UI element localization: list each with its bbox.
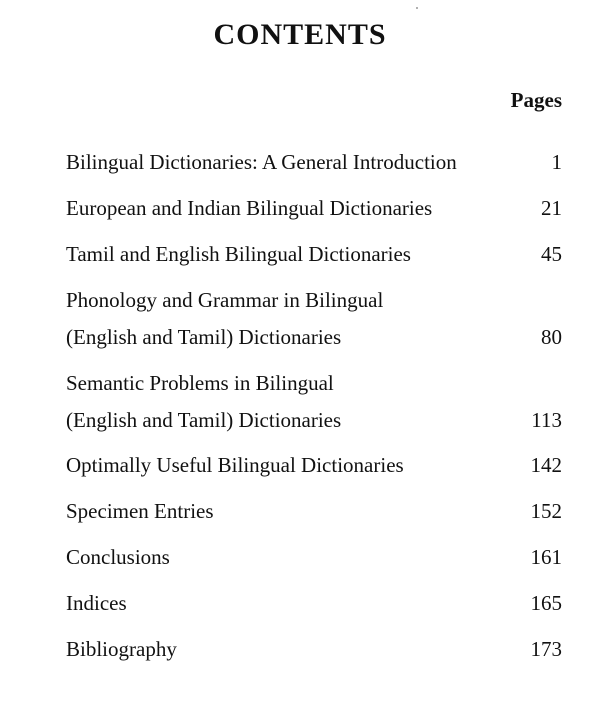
toc-entry-title	[66, 190, 562, 227]
toc-entry-3[interactable]	[66, 236, 562, 273]
toc-entry-2[interactable]	[66, 190, 562, 227]
toc-entry-line: (English and Tamil) Dictionaries	[66, 325, 342, 349]
toc-entry-title	[66, 447, 562, 484]
toc-entry-page: 80	[541, 325, 562, 349]
toc-entry-line: Bilingual Dictionaries: A General Introduction	[66, 150, 457, 174]
pages-column-heading: Pages	[510, 88, 562, 112]
toc-entry-title	[66, 585, 562, 622]
toc-entry-9[interactable]	[66, 585, 562, 622]
toc-entry-page: 161	[530, 545, 562, 569]
toc-entry-page: 21	[541, 196, 562, 220]
toc-entry-title	[66, 539, 562, 576]
table-of-contents	[66, 0, 562, 709]
toc-entry-line: Conclusions	[66, 545, 170, 569]
toc-entry-8[interactable]	[66, 539, 562, 576]
toc-entry-title	[66, 493, 562, 530]
toc-entry-line: Bibliography	[66, 637, 177, 661]
toc-entry-title	[66, 631, 562, 668]
toc-entry-title	[66, 236, 562, 273]
toc-entry-line: Specimen Entries	[66, 499, 214, 523]
toc-entry-1[interactable]	[66, 144, 562, 181]
toc-entry-page: 152	[530, 499, 562, 523]
toc-entry-line: Optimally Useful Bilingual Dictionaries	[66, 453, 404, 477]
toc-entry-line: Semantic Problems in Bilingual	[66, 371, 334, 395]
toc-entry-7[interactable]	[66, 493, 562, 530]
toc-entry-line: (English and Tamil) Dictionaries	[66, 408, 342, 432]
toc-entry-page: 45	[541, 242, 562, 266]
toc-entry-10[interactable]	[66, 631, 562, 668]
toc-entry-title	[66, 365, 562, 439]
toc-entry-title	[66, 144, 562, 181]
toc-entry-page: 113	[531, 408, 562, 432]
toc-entry-6[interactable]	[66, 447, 562, 484]
toc-entry-page: 142	[530, 453, 562, 477]
toc-entry-line: Phonology and Grammar in Bilingual	[66, 288, 384, 312]
toc-entry-line: Indices	[66, 591, 127, 615]
page-title: CONTENTS	[213, 18, 387, 51]
toc-entry-page: 165	[530, 591, 562, 615]
toc-entry-title	[66, 282, 562, 356]
toc-entry-page: 173	[530, 637, 562, 661]
toc-entry-page: 1	[551, 150, 562, 174]
toc-entry-line: European and Indian Bilingual Dictionaries	[66, 196, 433, 220]
toc-entry-4[interactable]	[66, 282, 562, 356]
toc-entry-5[interactable]	[66, 365, 562, 439]
toc-entry-line: Tamil and English Bilingual Dictionaries	[66, 242, 411, 266]
